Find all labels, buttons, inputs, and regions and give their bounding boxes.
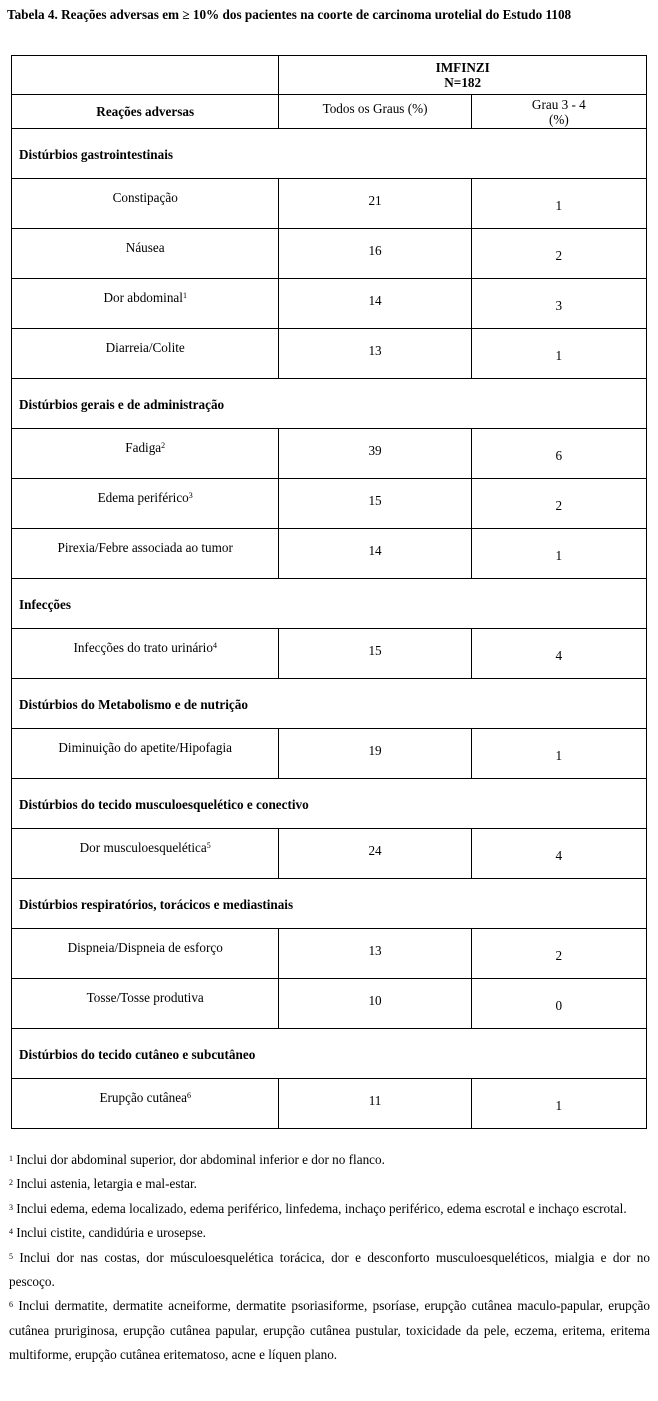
category-label: Distúrbios do tecido cutâneo e subcutâneo <box>19 1046 256 1062</box>
reaction-name: Tosse/Tosse produtiva <box>86 989 204 1005</box>
reaction-name-wrap <box>57 539 233 558</box>
category-cell <box>12 1029 647 1079</box>
grade34-value: 1 <box>555 747 563 763</box>
reaction-cell <box>12 829 279 879</box>
all-grades-cell <box>279 979 471 1029</box>
reaction-name: Constipação <box>112 189 178 205</box>
header-all-grades: Todos os Graus (%) <box>322 100 428 116</box>
category-cell <box>12 779 647 829</box>
footnote-text: Inclui dor nas costas, dor músculoesquelética torácica, dor e desconforto musculoesqueléticos, mialgia e dor no pescoço. <box>9 1249 650 1290</box>
all-grades-cell <box>279 429 471 479</box>
reaction-name-wrap <box>58 739 232 758</box>
footnote <box>9 1197 650 1221</box>
reaction-name: Pirexia/Febre associada ao tumor <box>57 539 233 555</box>
grade34-cell <box>471 529 646 579</box>
all-grades-value: 14 <box>368 542 382 558</box>
grade34-value: 1 <box>555 547 563 563</box>
reaction-name: Diminuição do apetite/Hipofagia <box>58 739 232 755</box>
grade34-cell <box>471 979 646 1029</box>
reaction-name-wrap <box>125 239 165 258</box>
grade34-cell <box>471 629 646 679</box>
grade34-value: 2 <box>555 497 563 513</box>
all-grades-value: 15 <box>368 642 382 658</box>
reaction-name-wrap <box>125 439 166 458</box>
footnote-ref: 6 <box>186 1090 191 1100</box>
category-cell <box>12 379 647 429</box>
footnote-text: Inclui edema, edema localizado, edema periférico, linfedema, inchaço periférico, edema escrotal e inchaço escrotal. <box>16 1200 627 1216</box>
table-caption: Tabela 4. Reações adversas em ≥ 10% dos pacientes na coorte de carcinoma urotelial do Estudo 1108 <box>7 7 572 22</box>
category-row <box>12 129 647 179</box>
all-grades-value: 14 <box>368 292 382 308</box>
reaction-name: Náusea <box>125 239 165 255</box>
table-row <box>12 479 647 529</box>
category-cell <box>12 129 647 179</box>
reaction-name: Erupção cutânea <box>99 1089 187 1105</box>
reaction-name-wrap <box>99 1089 191 1108</box>
grade34-cell <box>471 829 646 879</box>
category-row <box>12 679 647 729</box>
grade34-value: 3 <box>555 297 563 313</box>
header-drug-cell <box>279 56 647 95</box>
reaction-name: Dispneia/Dispneia de esforço <box>67 939 223 955</box>
all-grades-value: 24 <box>368 842 382 858</box>
footnote-ref: 4 <box>212 640 217 650</box>
all-grades-cell <box>279 629 471 679</box>
footnote <box>9 1221 650 1245</box>
grade34-value: 6 <box>555 447 563 463</box>
reaction-cell <box>12 279 279 329</box>
header-reactions: Reações adversas <box>12 95 279 129</box>
category-row <box>12 879 647 929</box>
reaction-cell <box>12 929 279 979</box>
footnote-text: Inclui astenia, letargia e mal-estar. <box>16 1176 197 1192</box>
header-grade34-label: Grau 3 - 4 <box>531 96 586 112</box>
all-grades-value: 19 <box>368 742 382 758</box>
all-grades-value: 11 <box>368 1092 382 1108</box>
header-all-grades-cell <box>279 95 471 129</box>
footnotes <box>9 1148 650 1368</box>
table-row <box>12 729 647 779</box>
all-grades-cell <box>279 329 471 379</box>
grade34-value: 1 <box>555 197 563 213</box>
grade34-cell <box>471 429 646 479</box>
header-row-drug <box>12 56 647 95</box>
reaction-name: Edema periférico <box>97 489 189 505</box>
all-grades-value: 15 <box>368 492 382 508</box>
reaction-cell <box>12 329 279 379</box>
all-grades-cell <box>279 529 471 579</box>
footnote-number: 4 <box>9 1227 13 1237</box>
category-label: Distúrbios respiratórios, torácicos e mediastinais <box>19 896 294 912</box>
category-label: Distúrbios gastrointestinais <box>19 146 173 162</box>
adverse-reactions-table <box>11 55 647 1129</box>
grade34-cell <box>471 279 646 329</box>
reaction-name-wrap <box>79 839 211 858</box>
header-drug-name: IMFINZI <box>435 60 490 75</box>
footnote-number: 5 <box>9 1251 13 1261</box>
all-grades-cell <box>279 479 471 529</box>
category-cell <box>12 879 647 929</box>
footnote-number: 3 <box>9 1202 13 1212</box>
footnote <box>9 1148 650 1172</box>
footnote <box>9 1172 650 1196</box>
all-grades-value: 21 <box>368 192 382 208</box>
table-row <box>12 929 647 979</box>
table-row <box>12 429 647 479</box>
category-label: Distúrbios do Metabolismo e de nutrição <box>19 696 248 712</box>
footnote-ref: 3 <box>188 490 193 500</box>
all-grades-value: 16 <box>368 242 382 258</box>
all-grades-cell <box>279 279 471 329</box>
table-row <box>12 979 647 1029</box>
all-grades-cell <box>279 229 471 279</box>
reaction-cell <box>12 1079 279 1129</box>
footnote-text: Inclui cistite, candidúria e urosepse. <box>16 1225 206 1241</box>
grade34-cell <box>471 329 646 379</box>
grade34-value: 2 <box>555 947 563 963</box>
reaction-name: Dor musculoesquelética <box>79 839 207 855</box>
reaction-name: Infecções do trato urinário <box>73 639 213 655</box>
grade34-value: 2 <box>555 247 563 263</box>
all-grades-cell <box>279 829 471 879</box>
footnote-number: 1 <box>9 1154 13 1163</box>
all-grades-value: 39 <box>368 442 382 458</box>
reaction-name-wrap <box>86 989 204 1008</box>
reaction-name: Diarreia/Colite <box>105 339 185 355</box>
reaction-name: Fadiga <box>125 439 162 455</box>
footnote-ref: 2 <box>161 440 166 450</box>
grade34-cell <box>471 729 646 779</box>
grade34-cell <box>471 479 646 529</box>
category-row <box>12 379 647 429</box>
reaction-cell <box>12 479 279 529</box>
footnote <box>9 1294 650 1367</box>
all-grades-value: 13 <box>368 342 382 358</box>
grade34-value: 4 <box>555 847 563 863</box>
reaction-name-wrap <box>112 189 178 208</box>
footnote-text: Inclui dermatite, dermatite acneiforme, dermatite psoriasiforme, psoríase, erupção cutânea maculo-papular, erupção cutânea pruriginosa, erupção cutânea papular, erupção cutânea pustular, toxicidade da pele, eczema, eritema, eritema multiforme, erupção cutânea eritematoso, acne e líquen plano. <box>9 1298 650 1363</box>
footnote <box>9 1246 650 1295</box>
reaction-cell <box>12 729 279 779</box>
all-grades-cell <box>279 929 471 979</box>
reaction-cell <box>12 229 279 279</box>
grade34-cell <box>471 1079 646 1129</box>
all-grades-cell <box>279 1079 471 1129</box>
grade34-value: 1 <box>555 1097 563 1113</box>
grade34-cell <box>471 229 646 279</box>
reaction-name: Dor abdominal <box>103 289 183 305</box>
reaction-name-wrap <box>105 339 185 358</box>
table-row <box>12 629 647 679</box>
header-empty-cell <box>12 56 279 95</box>
all-grades-value: 10 <box>368 992 382 1008</box>
table-body <box>12 56 647 1129</box>
category-label: Distúrbios gerais e de administração <box>19 396 225 412</box>
category-row <box>12 779 647 829</box>
category-label: Infecções <box>19 596 71 612</box>
all-grades-cell <box>279 729 471 779</box>
reaction-name-wrap <box>67 939 223 958</box>
reaction-name-wrap <box>103 289 187 308</box>
footnote-text: Inclui dor abdominal superior, dor abdominal inferior e dor no flanco. <box>16 1152 385 1167</box>
table-row <box>12 1079 647 1129</box>
grade34-cell <box>471 929 646 979</box>
table-row <box>12 179 647 229</box>
footnote-ref: 5 <box>206 840 211 850</box>
table-row <box>12 529 647 579</box>
category-cell <box>12 579 647 629</box>
grade34-value: 4 <box>555 647 563 663</box>
header-row-columns <box>12 95 647 129</box>
grade34-value: 0 <box>555 997 563 1013</box>
grade34-cell <box>471 179 646 229</box>
category-row <box>12 1029 647 1079</box>
category-row <box>12 579 647 629</box>
table-row <box>12 279 647 329</box>
footnote-number: 2 <box>9 1178 13 1188</box>
reaction-name-wrap <box>73 639 217 658</box>
all-grades-value: 13 <box>368 942 382 958</box>
reaction-cell <box>12 979 279 1029</box>
reaction-cell <box>12 629 279 679</box>
header-sample-size: N=182 <box>444 75 482 90</box>
category-cell <box>12 679 647 729</box>
footnote-ref: 1 <box>182 290 187 300</box>
reaction-cell <box>12 529 279 579</box>
grade34-value: 1 <box>555 347 563 363</box>
reaction-cell <box>12 429 279 479</box>
table-row <box>12 229 647 279</box>
category-label: Distúrbios do tecido musculoesquelético e conectivo <box>19 796 309 812</box>
header-grade34-cell <box>471 95 646 129</box>
reaction-cell <box>12 179 279 229</box>
table-row <box>12 829 647 879</box>
footnote-number: 6 <box>9 1300 13 1310</box>
reaction-name-wrap <box>97 489 193 508</box>
all-grades-cell <box>279 179 471 229</box>
table-row <box>12 329 647 379</box>
header-grade34-unit: (%) <box>548 111 569 127</box>
